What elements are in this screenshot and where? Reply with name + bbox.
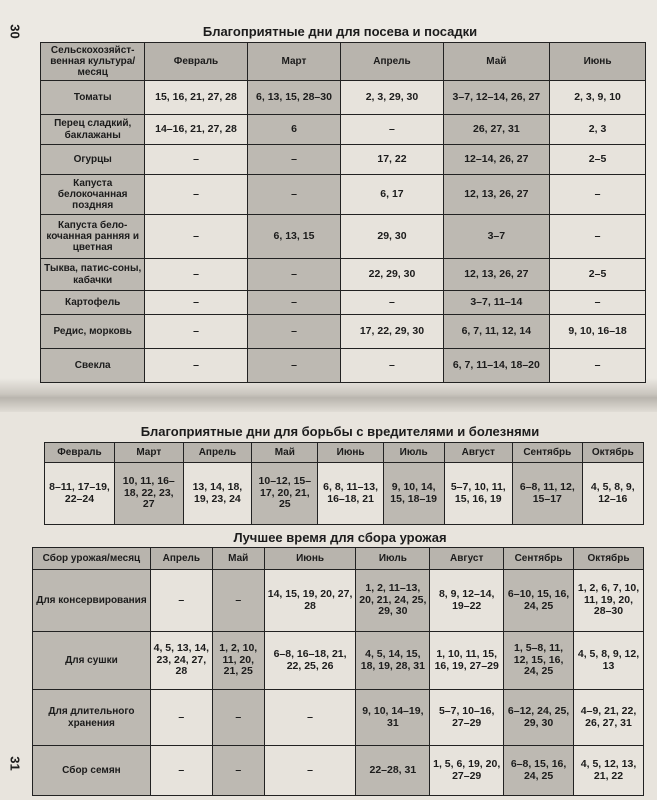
date-cell: 10, 11, 16–18, 22, 23, 27: [114, 463, 183, 525]
pests-title: Благоприятные дни для борьбы с вредителями и болезнями: [140, 424, 540, 439]
planting-table: [40, 42, 646, 383]
date-cell: –: [247, 291, 341, 315]
pests-month: Май: [252, 443, 318, 463]
date-cell: 2, 3, 29, 30: [341, 81, 443, 115]
date-cell: 4, 5, 12, 13, 21, 22: [574, 746, 644, 796]
date-cell: 14–16, 21, 27, 28: [145, 115, 247, 145]
date-cell: 1, 5, 6, 19, 20, 27–29: [430, 746, 504, 796]
date-cell: 3–7, 12–14, 26, 27: [443, 81, 550, 115]
date-cell: –: [145, 291, 247, 315]
date-cell: –: [264, 690, 356, 746]
pests-month: Февраль: [45, 443, 115, 463]
table-row: [41, 115, 646, 145]
date-cell: –: [550, 215, 646, 259]
harvest-month: Август: [430, 548, 504, 570]
date-cell: 4, 5, 13, 14, 23, 24, 27, 28: [150, 632, 212, 690]
date-cell: 6: [247, 115, 341, 145]
harvest-title: Лучшее время для сбора урожая: [233, 530, 447, 545]
date-cell: –: [212, 570, 264, 632]
crop-name: Капуста бело-кочанная ранняя и цветная: [41, 215, 145, 259]
date-cell: 3–7, 11–14: [443, 291, 550, 315]
date-cell: 12–14, 26, 27: [443, 145, 550, 175]
table-row: [33, 632, 644, 690]
pests-month: Август: [444, 443, 513, 463]
date-cell: 6, 13, 15, 28–30: [247, 81, 341, 115]
date-cell: 2, 3, 9, 10: [550, 81, 646, 115]
date-cell: 17, 22: [341, 145, 443, 175]
date-cell: –: [264, 746, 356, 796]
planting-month: Июнь: [550, 43, 646, 81]
date-cell: 9, 10, 14, 15, 18–19: [383, 463, 444, 525]
pests-month: Март: [114, 443, 183, 463]
harvest-month: Июль: [356, 548, 430, 570]
date-cell: –: [145, 349, 247, 383]
planting-month: Март: [247, 43, 341, 81]
date-cell: 6–12, 24, 25, 29, 30: [504, 690, 574, 746]
harvest-purpose: Для длительного хранения: [33, 690, 151, 746]
pests-month: Апрель: [183, 443, 252, 463]
date-cell: 2, 3: [550, 115, 646, 145]
date-cell: 29, 30: [341, 215, 443, 259]
crop-name: Тыква, патис-соны, кабачки: [41, 259, 145, 291]
pests-month: Сентябрь: [513, 443, 583, 463]
date-cell: 1, 2, 10, 11, 20, 21, 25: [212, 632, 264, 690]
date-cell: –: [145, 259, 247, 291]
table-row: [33, 570, 644, 632]
crop-name: Капуста белокочанная поздняя: [41, 175, 145, 215]
planting-month: Май: [443, 43, 550, 81]
pests-month: Июнь: [318, 443, 383, 463]
date-cell: 4, 5, 8, 9, 12–16: [582, 463, 643, 525]
date-cell: 2–5: [550, 259, 646, 291]
date-cell: 5–7, 10–16, 27–29: [430, 690, 504, 746]
date-cell: 5–7, 10, 11, 15, 16, 19: [444, 463, 513, 525]
date-cell: –: [145, 145, 247, 175]
harvest-month: Июнь: [264, 548, 356, 570]
date-cell: 6–10, 15, 16, 24, 25: [504, 570, 574, 632]
date-cell: –: [212, 746, 264, 796]
table-row: [41, 175, 646, 215]
date-cell: –: [145, 315, 247, 349]
date-cell: –: [145, 215, 247, 259]
date-cell: 12, 13, 26, 27: [443, 259, 550, 291]
date-cell: –: [550, 291, 646, 315]
date-cell: 22, 29, 30: [341, 259, 443, 291]
date-cell: –: [145, 175, 247, 215]
date-cell: 9, 10, 14–19, 31: [356, 690, 430, 746]
table-row: [41, 81, 646, 115]
crop-name: Редис, морковь: [41, 315, 145, 349]
page-fold: [0, 378, 657, 414]
date-cell: 1, 2, 6, 7, 10, 11, 19, 20, 28–30: [574, 570, 644, 632]
page-number-top: 30: [7, 24, 23, 39]
table-row: [41, 291, 646, 315]
date-cell: –: [247, 315, 341, 349]
date-cell: 1, 2, 11–13, 20, 21, 24, 25, 29, 30: [356, 570, 430, 632]
date-cell: 6, 7, 11–14, 18–20: [443, 349, 550, 383]
pests-month: Октябрь: [582, 443, 643, 463]
date-cell: 4, 5, 8, 9, 12, 13: [574, 632, 644, 690]
date-cell: 4, 5, 14, 15, 18, 19, 28, 31: [356, 632, 430, 690]
date-cell: 12, 13, 26, 27: [443, 175, 550, 215]
table-row: [41, 259, 646, 291]
planting-title: Благоприятные дни для посева и посадки: [202, 24, 478, 39]
crop-name: Картофель: [41, 291, 145, 315]
crop-name: Свекла: [41, 349, 145, 383]
date-cell: 1, 10, 11, 15, 16, 19, 27–29: [430, 632, 504, 690]
harvest-purpose: Для сушки: [33, 632, 151, 690]
planting-corner-header: Сельскохозяйст-венная культура/месяц: [41, 43, 145, 81]
date-cell: 6–8, 16–18, 21, 22, 25, 26: [264, 632, 356, 690]
planting-month: Февраль: [145, 43, 247, 81]
date-cell: –: [247, 145, 341, 175]
harvest-corner-header: Сбор урожая/месяц: [33, 548, 151, 570]
harvest-month: Октябрь: [574, 548, 644, 570]
page-number-bottom: 31: [7, 756, 23, 771]
date-cell: 9, 10, 16–18: [550, 315, 646, 349]
date-cell: –: [341, 291, 443, 315]
table-row: [41, 315, 646, 349]
date-cell: –: [341, 115, 443, 145]
date-cell: –: [341, 349, 443, 383]
table-row: [33, 690, 644, 746]
harvest-month: Апрель: [150, 548, 212, 570]
date-cell: –: [150, 690, 212, 746]
date-cell: –: [550, 175, 646, 215]
date-cell: 6, 8, 11–13, 16–18, 21: [318, 463, 383, 525]
date-cell: 15, 16, 21, 27, 28: [145, 81, 247, 115]
harvest-table: [32, 547, 644, 796]
date-cell: –: [550, 349, 646, 383]
harvest-month: Май: [212, 548, 264, 570]
date-cell: –: [150, 570, 212, 632]
table-row: [45, 463, 644, 525]
date-cell: –: [247, 175, 341, 215]
date-cell: –: [212, 690, 264, 746]
date-cell: 13, 14, 18, 19, 23, 24: [183, 463, 252, 525]
table-row: [41, 145, 646, 175]
date-cell: –: [247, 259, 341, 291]
date-cell: 6, 17: [341, 175, 443, 215]
date-cell: 2–5: [550, 145, 646, 175]
crop-name: Перец сладкий, баклажаны: [41, 115, 145, 145]
harvest-purpose: Сбор семян: [33, 746, 151, 796]
pests-table: [44, 442, 644, 525]
harvest-month: Сентябрь: [504, 548, 574, 570]
date-cell: –: [247, 349, 341, 383]
date-cell: –: [150, 746, 212, 796]
date-cell: 3–7: [443, 215, 550, 259]
date-cell: 6, 13, 15: [247, 215, 341, 259]
date-cell: 17, 22, 29, 30: [341, 315, 443, 349]
date-cell: 26, 27, 31: [443, 115, 550, 145]
table-row: [41, 349, 646, 383]
table-row: [41, 215, 646, 259]
date-cell: 8, 9, 12–14, 19–22: [430, 570, 504, 632]
date-cell: 1, 5–8, 11, 12, 15, 16, 24, 25: [504, 632, 574, 690]
date-cell: 6, 7, 11, 12, 14: [443, 315, 550, 349]
date-cell: 8–11, 17–19, 22–24: [45, 463, 115, 525]
harvest-purpose: Для консервирования: [33, 570, 151, 632]
date-cell: 14, 15, 19, 20, 27, 28: [264, 570, 356, 632]
date-cell: 10–12, 15–17, 20, 21, 25: [252, 463, 318, 525]
planting-month: Апрель: [341, 43, 443, 81]
date-cell: 6–8, 15, 16, 24, 25: [504, 746, 574, 796]
date-cell: 22–28, 31: [356, 746, 430, 796]
crop-name: Томаты: [41, 81, 145, 115]
crop-name: Огурцы: [41, 145, 145, 175]
pests-month: Июль: [383, 443, 444, 463]
date-cell: 4–9, 21, 22, 26, 27, 31: [574, 690, 644, 746]
table-row: [33, 746, 644, 796]
date-cell: 6–8, 11, 12, 15–17: [513, 463, 583, 525]
